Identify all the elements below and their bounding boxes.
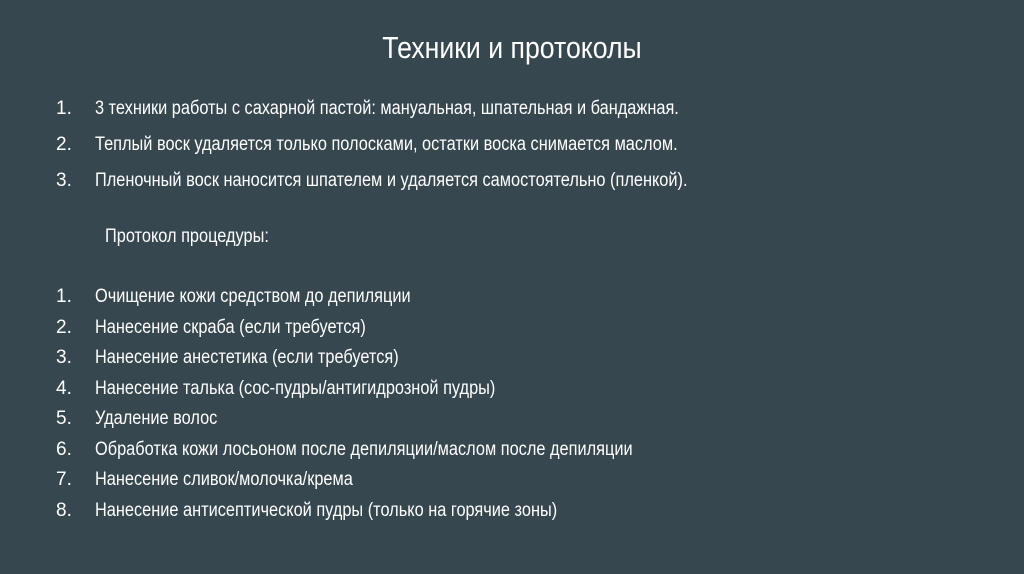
slide-title: Техники и протоколы <box>382 30 642 65</box>
list-item-number: 4. <box>56 377 72 399</box>
list-item-number: 1. <box>56 286 72 307</box>
list-item-number: 2. <box>56 134 72 155</box>
list-item-text: 3 техники работы с сахарной пастой: мануальная, шпательная и бандажная. <box>95 98 679 119</box>
list-item-number: 2. <box>56 316 72 338</box>
list-item-number: 5. <box>56 408 72 429</box>
protocol-heading: Протокол процедуры: <box>105 226 269 247</box>
list-item-text: Удаление волос <box>95 408 218 429</box>
list-item-text: Нанесение сливок/молочка/крема <box>95 469 353 490</box>
list-item-number: 1. <box>56 98 72 119</box>
list-item-text: Нанесение скраба (если требуется) <box>95 316 366 338</box>
list-item-number: 3. <box>56 170 72 191</box>
list-item-text: Обработка кожи лосьоном после депиляции/маслом после депиляции <box>95 438 633 460</box>
list-item-text: Пленочный воск наносится шпателем и удаляется самостоятельно (пленкой). <box>95 170 688 191</box>
list-item-text: Теплый воск удаляется только полосками, остатки воска снимается маслом. <box>95 134 678 155</box>
list-item-number: 7. <box>56 469 72 490</box>
list-item-number: 8. <box>56 499 72 521</box>
list-item-number: 6. <box>56 438 72 460</box>
list-item-text: Нанесение талька (сос-пудры/антигидрозной пудры) <box>95 377 496 399</box>
list-item-text: Очищение кожи средством до депиляции <box>95 286 411 307</box>
list-item-text: Нанесение антисептической пудры (только на горячие зоны) <box>95 499 558 521</box>
list-item-text: Нанесение анестетика (если требуется) <box>95 347 399 368</box>
list-item-number: 3. <box>56 347 72 368</box>
